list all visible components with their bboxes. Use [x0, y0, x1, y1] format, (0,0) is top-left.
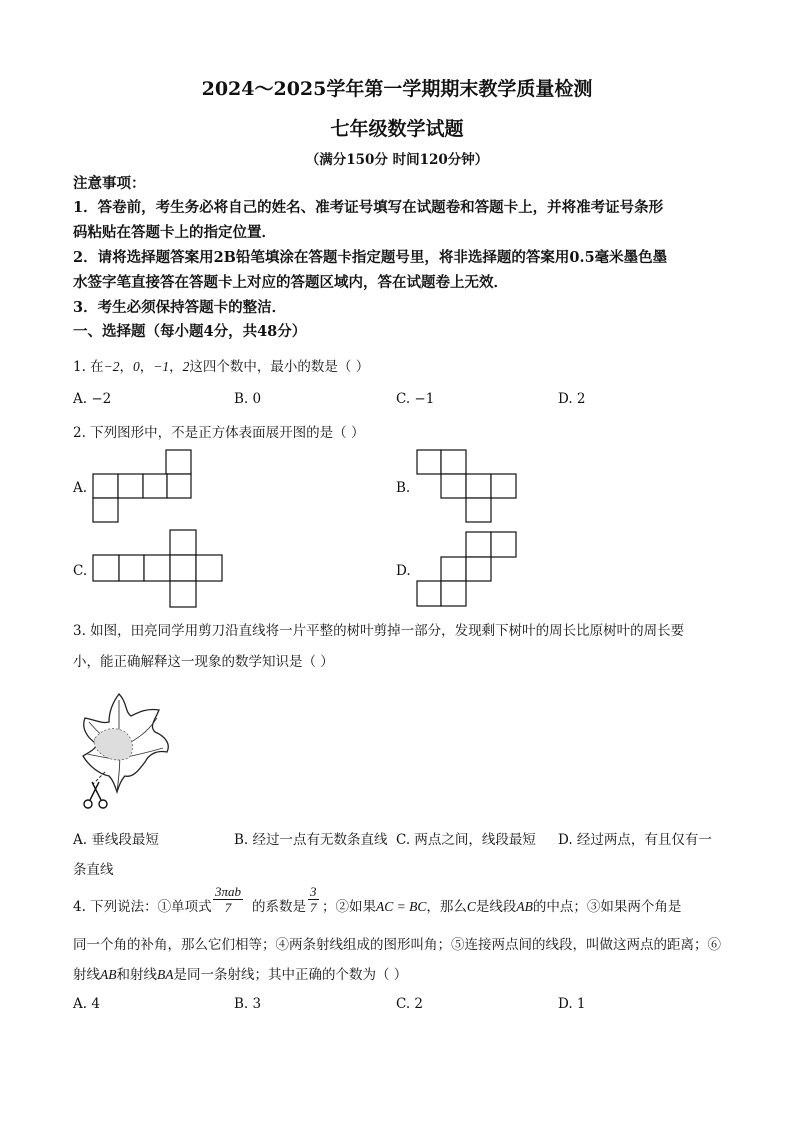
q3-option-a[interactable]: A. 垂线段最短 — [73, 832, 159, 848]
q4-fraction-numerator: 3 — [310, 884, 317, 899]
q4-option-d[interactable]: D. 1 — [558, 996, 586, 1012]
q4-fraction-coefficient — [308, 884, 319, 915]
q4-option-a[interactable]: A. 4 — [73, 996, 100, 1012]
q4-ray-ab: AB — [100, 967, 117, 982]
q4-option-c[interactable]: C. 2 — [396, 996, 424, 1012]
q2-option-c-label[interactable]: C. — [73, 563, 88, 579]
cube-net-a[interactable] — [92, 449, 198, 525]
q3-option-d-continued: 条直线 — [73, 862, 114, 878]
q1-option-c[interactable]: C. −1 — [396, 391, 435, 407]
note-2a: 2．请将选择题答案用2B铅笔填涂在答题卡指定题号里，将非选择题的答案用0.5毫米墨色墨 — [73, 249, 668, 266]
q4-fraction-denominator: 7 — [224, 900, 232, 915]
q2-option-d-label[interactable]: D. — [396, 563, 411, 579]
q4-text-coefficient: 的系数是 — [252, 899, 306, 915]
q4-point-c: C — [466, 899, 476, 914]
q4-text: 的中点；③如果两个角是 — [532, 899, 682, 915]
q1-option-a[interactable]: A. −2 — [73, 391, 112, 407]
q4-option-b[interactable]: B. 3 — [234, 996, 262, 1012]
note-2b: 水签字笔直接答在答题卡上对应的答题区域内，答在试题卷上无效． — [73, 274, 508, 291]
q1-separator: ， — [119, 359, 134, 375]
q1-stem-a: 1. 在 — [73, 359, 104, 375]
question-3-line-2: 小，能正确解释这一现象的数学知识是（ ） — [73, 654, 334, 670]
q1-option-b[interactable]: B. 0 — [234, 391, 262, 407]
leaf-scissors-figure — [75, 688, 175, 812]
cube-net-d[interactable] — [416, 531, 522, 611]
q4-text: 和射线 — [116, 967, 157, 983]
q1-number-2: 0 — [133, 359, 140, 374]
cube-net-c[interactable] — [92, 529, 228, 609]
cube-net-b[interactable] — [416, 449, 522, 525]
question-4-line-1 — [73, 895, 212, 915]
q1-number-3: −1 — [153, 359, 170, 374]
q4-text: 是同一条射线；其中正确的个数为（ ） — [173, 967, 408, 983]
question-4-line-2: 同一个角的补角，那么它们相等；④两条射线组成的图形叫角；⑤连接两点间的线段，叫做这两点的距离；⑥ — [73, 937, 721, 953]
q4-line-1-rest — [322, 895, 681, 915]
question-2: 2. 下列图形中，不是正方体表面展开图的是（ ） — [73, 425, 365, 441]
q4-text: 是线段 — [475, 899, 517, 915]
q3-option-c[interactable]: C. 两点之间，线段最短 — [396, 832, 536, 848]
q1-number-4: 2 — [182, 359, 190, 374]
note-1a: 1．答卷前，考生务必将自己的姓名、准考证号填写在试题卷和答题卡上，并将准考证号条形 — [73, 199, 664, 216]
q4-segment-ab: AB — [516, 899, 533, 914]
q1-separator: ， — [139, 359, 154, 375]
notes-heading: 注意事项： — [73, 175, 146, 192]
q4-text: 射线 — [73, 967, 100, 983]
q4-fraction-monomial — [213, 884, 243, 915]
exam-subtitle: 七年级数学试题 — [330, 118, 464, 140]
question-3-line-1: 3. 如图，田亮同学用剪刀沿直线将一片平整的树叶剪掉一部分，发现剩下树叶的周长比原树叶的周长要 — [73, 623, 685, 639]
q3-option-b[interactable]: B. 经过一点有无数条直线 — [234, 832, 388, 848]
q4-text: ，那么 — [426, 899, 467, 915]
q1-separator: ， — [169, 359, 183, 375]
question-4-line-3 — [73, 963, 407, 983]
q3-option-d[interactable]: D. 经过两点，有且仅有一 — [558, 832, 712, 848]
q4-text: ；②如果 — [322, 899, 376, 915]
exam-title: 2024～2025学年第一学期期末教学质量检测 — [201, 78, 593, 100]
note-1b: 码粘贴在答题卡上的指定位置． — [73, 224, 276, 241]
q1-stem-b: 这四个数中，最小的数是（ ） — [189, 359, 370, 375]
q2-option-a-label[interactable]: A. — [73, 480, 88, 496]
q4-fraction-numerator: 3πab — [215, 884, 242, 899]
q1-number-1: −2 — [103, 359, 120, 374]
q4-equation: AC = BC — [376, 899, 427, 914]
q1-option-d[interactable]: D. 2 — [558, 391, 586, 407]
q4-fraction-denominator: 7 — [310, 900, 317, 915]
question-1 — [73, 355, 369, 375]
section-heading: 一、选择题（每小题4分，共48分） — [73, 323, 307, 340]
q2-option-b-label[interactable]: B. — [396, 480, 411, 496]
note-3: 3．考生必须保持答题卡的整洁． — [73, 299, 287, 316]
q4-ray-ba: BA — [157, 967, 174, 982]
q4-text: 4. 下列说法：①单项式 — [73, 899, 212, 915]
exam-meta: （满分150分 时间120分钟） — [305, 152, 489, 168]
